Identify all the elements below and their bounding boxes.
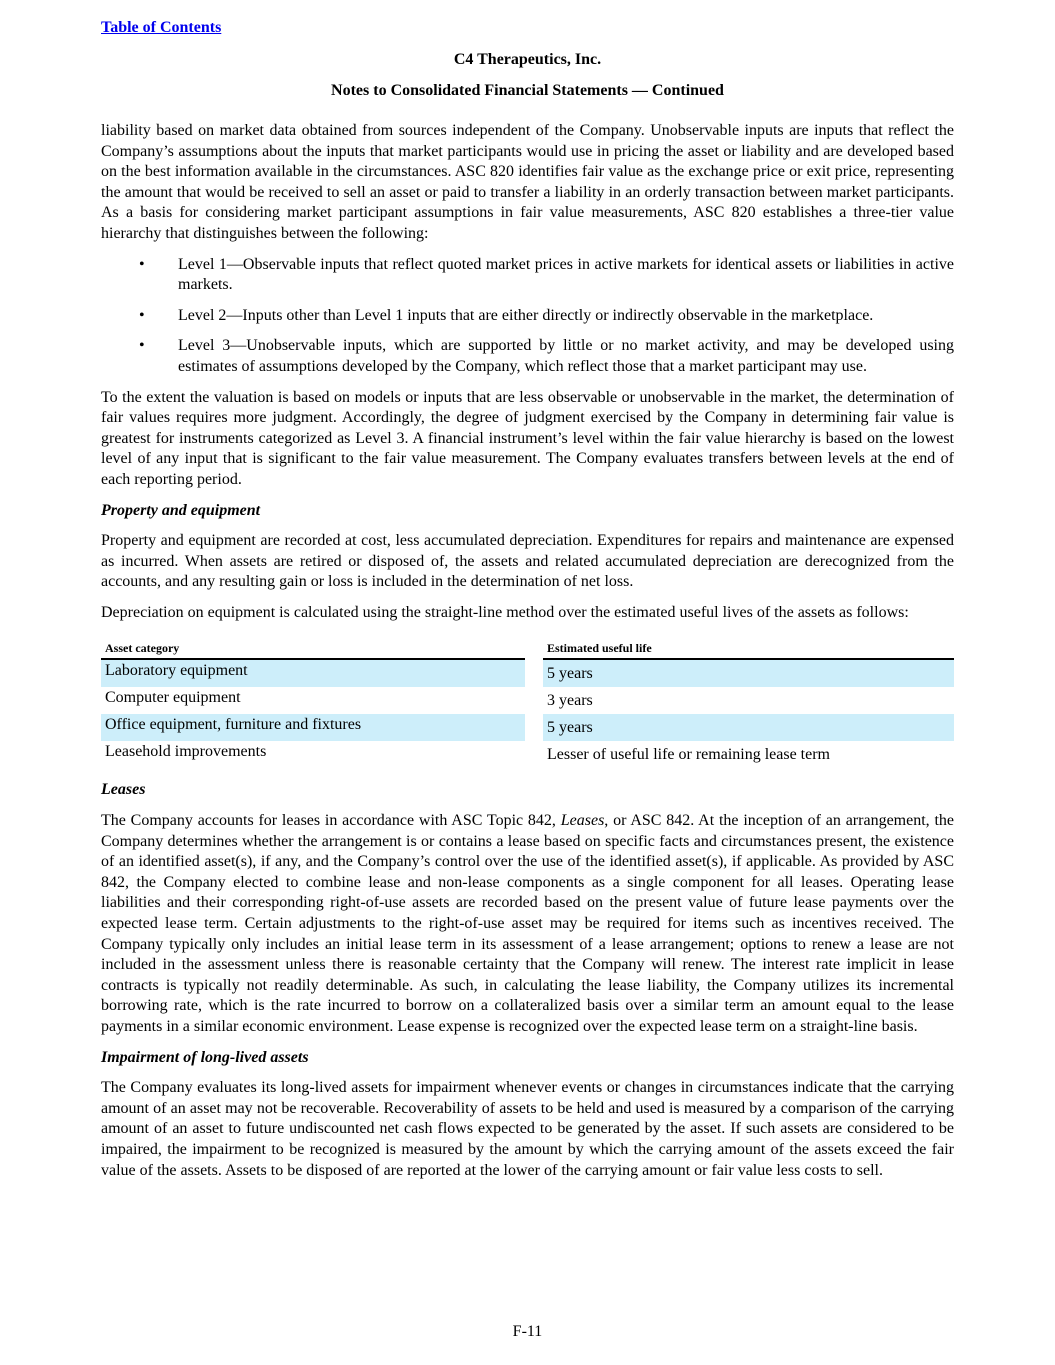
company-name: C4 Therapeutics, Inc. — [453, 51, 602, 68]
useful-life-header: Estimated useful life — [543, 641, 954, 660]
table-row — [101, 687, 954, 714]
page-subtitle: Notes to Consolidated Financial Statements — Continued — [331, 82, 724, 99]
useful-life-table — [101, 641, 954, 768]
asset-category-cell: Laboratory equipment — [101, 660, 525, 687]
level-3-text: Level 3—Unobservable inputs, which are supported by little or no market activity, and may be developed using estimates of assumptions developed by the Company, which reflect those that a market participant may use. — [178, 337, 954, 375]
leases-text-start: The Company accounts for leases in accordance with ASC Topic 842, — [101, 812, 561, 830]
list-item-level-3 — [101, 336, 954, 377]
asset-category-header: Asset category — [101, 641, 525, 660]
list-item-level-1 — [101, 255, 954, 296]
asset-category-cell: Office equipment, furniture and fixtures — [101, 714, 525, 741]
page-number: F-11 — [512, 1323, 543, 1340]
list-item-level-2 — [101, 306, 954, 327]
useful-life-cell: Lesser of useful life or remaining lease term — [547, 746, 830, 764]
level-2-text: Level 2—Inputs other than Level 1 inputs that are either directly or indirectly observable in the marketplace. — [178, 306, 874, 324]
useful-life-cell: 5 years — [543, 660, 954, 687]
table-header-row — [101, 641, 954, 660]
table-row — [101, 660, 954, 687]
bullet-icon: • — [139, 306, 145, 324]
property-paragraph-2: Depreciation on equipment is calculated using the straight-line method over the estimated useful lives of the assets as follows: — [101, 603, 909, 621]
bullet-icon: • — [139, 337, 145, 355]
useful-life-cell: 3 years — [547, 692, 593, 710]
bullet-icon: • — [139, 255, 145, 273]
property-paragraph-1: Property and equipment are recorded at cost, less accumulated depreciation. Expenditures for repairs and maintenance are expensed as incurred. When assets are retired or disposed of, the assets and related accumulated depreciation are derecognized from the accounts, and any resulting gain or loss is included in the determination of net loss. — [101, 532, 954, 591]
property-heading: Property and equipment — [101, 501, 261, 519]
leases-text-rest: , or ASC 842. At the inception of an arrangement, the Company determines whether the arrangement is or contains a lease based on specific facts and circumstances present, the existence of an identified asset(s), if any, and the Company’s control over the use of the identified asset(s), if applicable. As provided by ASC 842, the Company elected to combine lease and non-lease components as a single component for all leases. Operating lease liabilities and their corresponding right-of-use assets are recorded based on the present value of future lease payments over the expected lease term. Certain adjustments to the right-of-use asset may be required for items such as incentives received. The Company typically only includes an initial lease term in its assessment of a lease arrangement; options to renew a lease are not included in the assessment unless there is reasonable certainty that the Company will renew. The interest rate implicit in lease contracts is typically not readily determinable. As such, in calculating the lease liability, the Company utilizes its incremental borrowing rate, which is the rate incurred to borrow on a collateralized basis over a similar term an amount equal to the lease payments in a similar economic environment. Lease expense is recognized over the expected lease term on a straight-line basis. — [101, 812, 955, 1035]
leases-heading: Leases — [101, 781, 146, 799]
document-body — [101, 121, 954, 1191]
table-of-contents-link[interactable]: Table of Contents — [101, 19, 222, 36]
useful-life-cell: 5 years — [543, 714, 954, 741]
impairment-heading: Impairment of long-lived assets — [101, 1048, 309, 1066]
leases-paragraph — [101, 811, 954, 1038]
asset-category-cell: Computer equipment — [105, 689, 241, 707]
level-1-text: Level 1—Observable inputs that reflect quoted market prices in active markets for identical assets or liabilities in active markets. — [178, 255, 954, 294]
asset-category-cell: Leasehold improvements — [105, 743, 267, 761]
table-row — [101, 714, 954, 741]
intro-paragraph: liability based on market data obtained from sources independent of the Company. Unobservable inputs are inputs that reflect the Company’s assumptions about the inputs that market participants would use in pricing the asset or liability and are developed based on the best information available in the circumstances. ASC 820 identifies fair value as the exchange price or exit price, representing the amount that would be received to sell an asset or paid to transfer a liability in an orderly transaction between market participants. As a basis for considering market participant assumptions in fair value measurements, ASC 820 establishes a three-tier value hierarchy that distinguishes between the following: — [101, 122, 954, 242]
fair-value-levels-list — [101, 255, 954, 378]
table-row — [101, 741, 954, 768]
leases-italic-term: Leases — [560, 812, 605, 830]
impairment-paragraph: The Company evaluates its long-lived assets for impairment whenever events or changes in circumstances indicate that the carrying amount of an asset may not be recoverable. Recoverability of assets to be held and used is measured by a comparison of the carrying amount of an asset to future undiscounted net cash flows expected to be generated by the asset. If such assets are considered to be impaired, the impairment to be recognized is measured by the amount by which the carrying amount of the assets exceed the fair value of the assets. Assets to be disposed of are reported at the lower of the carrying amount or fair value less costs to sell. — [101, 1079, 954, 1179]
fair-value-paragraph: To the extent the valuation is based on models or inputs that are less observable or unobservable in the market, the determination of fair values requires more judgment. Accordingly, the degree of judgment exercised by the Company in determining fair value is greatest for instruments categorized as Level 3. A financial instrument’s level within the fair value hierarchy is based on the lowest level of any input that is significant to the fair value measurement. The Company evaluates transfers between levels at the end of each reporting period. — [101, 388, 954, 488]
